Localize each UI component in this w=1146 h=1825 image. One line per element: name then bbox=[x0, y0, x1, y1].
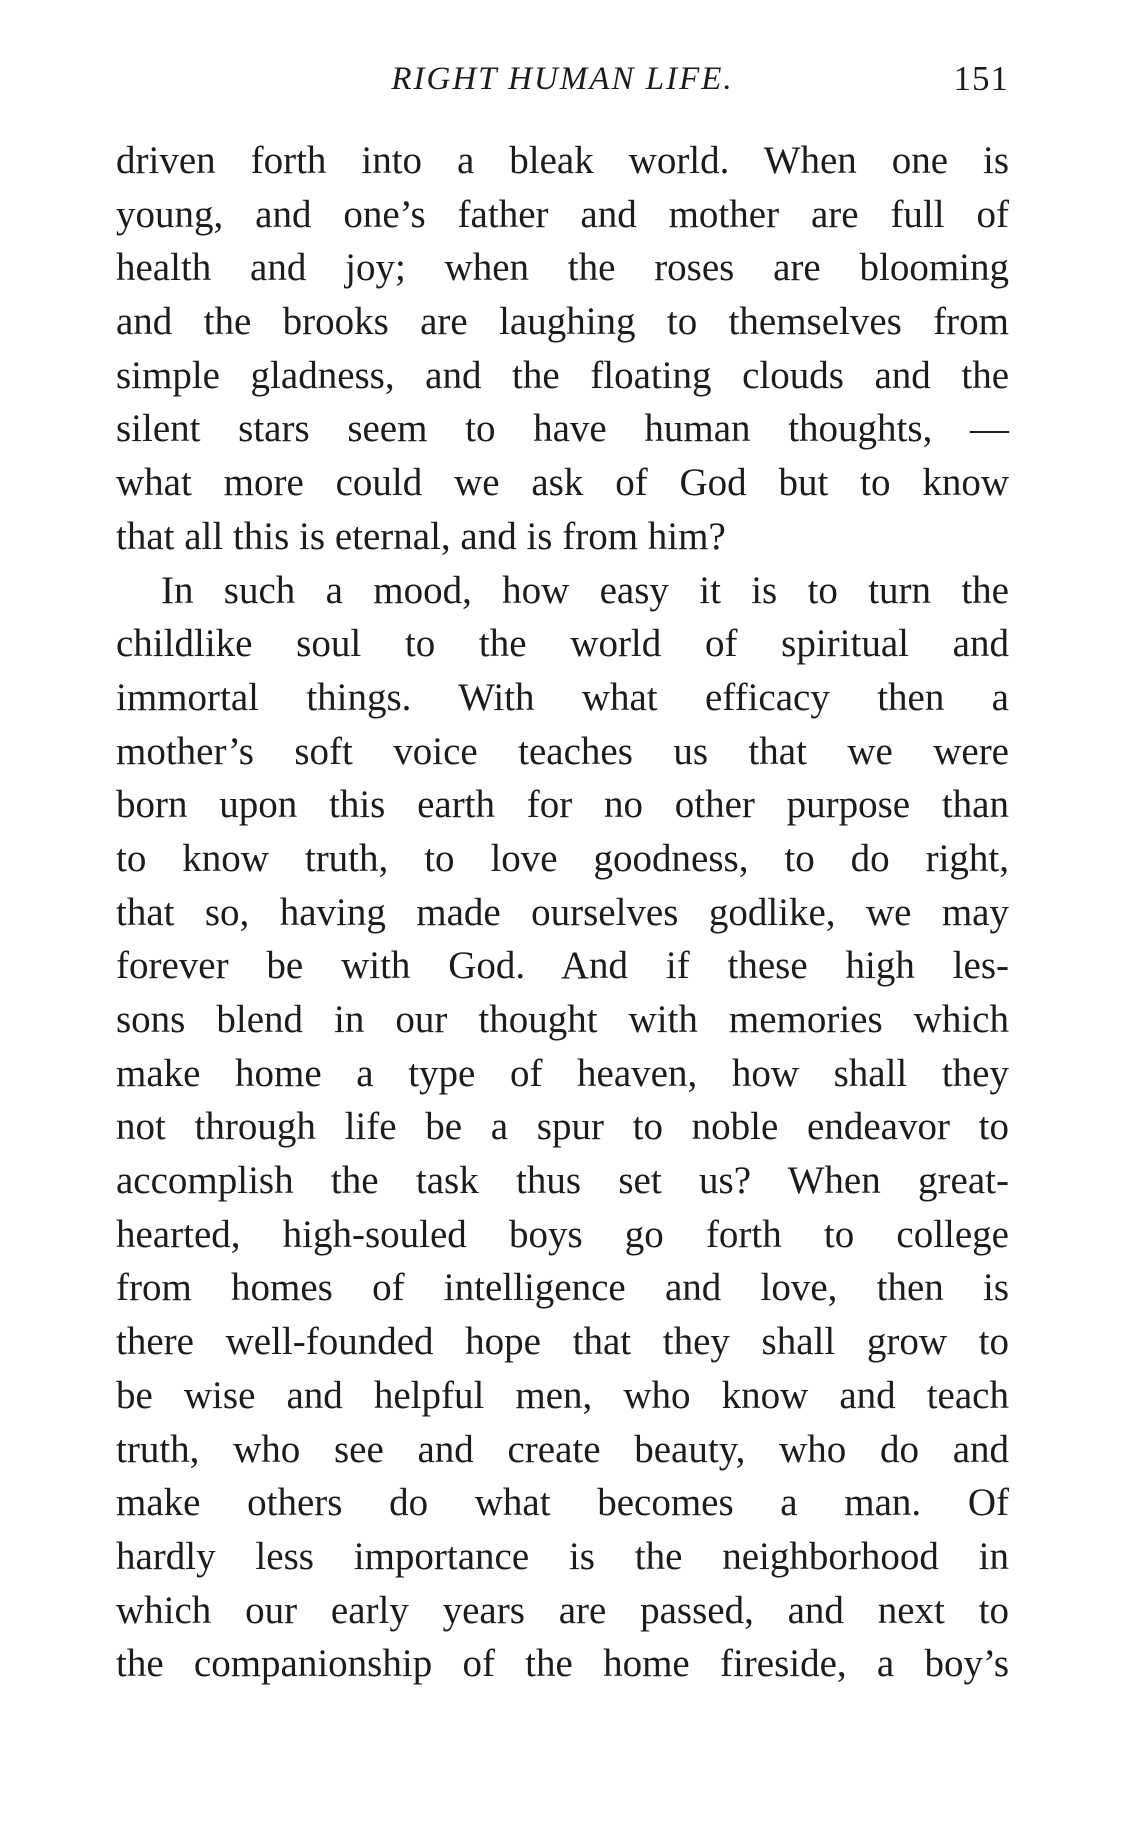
page-number: 151 bbox=[953, 59, 1009, 98]
text-line: sons blend in our thought with memories which bbox=[116, 998, 1009, 1041]
text-line: and the brooks are laughing to themselves from bbox=[116, 300, 1009, 344]
text-line: to know truth, to love goodness, to do right, bbox=[116, 836, 1009, 880]
text-line: be wise and helpful men, who know and teach bbox=[116, 1373, 1009, 1417]
text-line: young, and one’s father and mother are full of bbox=[116, 192, 1009, 236]
running-title: RIGHT HUMAN LIFE. bbox=[391, 61, 734, 97]
text-line: childlike soul to the world of spiritual and bbox=[116, 622, 1009, 666]
text-line: that so, having made ourselves godlike, we may bbox=[116, 890, 1009, 934]
text-line: forever be with God. And if these high les- bbox=[116, 944, 1009, 988]
text-line: make home a type of heaven, how shall they bbox=[116, 1051, 1009, 1095]
paragraph-start-line: In such a mood, how easy it is to turn the bbox=[161, 568, 1009, 612]
text-line: hardly less importance is the neighborhood in bbox=[116, 1534, 1009, 1578]
text-line: the companionship of the home fireside, a boy’s bbox=[116, 1642, 1009, 1686]
text-line: truth, who see and create beauty, who do and bbox=[116, 1427, 1009, 1471]
text-line: health and joy; when the roses are blooming bbox=[116, 246, 1009, 290]
text-line: immortal things. With what efficacy then a bbox=[116, 675, 1009, 719]
text-line: driven forth into a bleak world. When one is bbox=[116, 139, 1009, 182]
text-line: silent stars seem to have human thoughts, — bbox=[116, 407, 1009, 451]
text-line: what more could we ask of God but to know bbox=[116, 461, 1009, 505]
paragraph-end-line: that all this is eternal, and is from him? bbox=[116, 514, 726, 558]
text-line: mother’s soft voice teaches us that we were bbox=[116, 729, 1009, 773]
text-line: hearted, high-souled boys go forth to college bbox=[116, 1212, 1009, 1256]
text-line: not through life be a spur to noble endeavor to bbox=[116, 1105, 1009, 1149]
body-text bbox=[116, 134, 1009, 1691]
text-line: from homes of intelligence and love, then is bbox=[116, 1266, 1009, 1310]
text-line: which our early years are passed, and next to bbox=[116, 1588, 1009, 1632]
running-head bbox=[116, 54, 1009, 104]
text-line: born upon this earth for no other purpose than bbox=[116, 783, 1009, 827]
text-line: there well-founded hope that they shall grow to bbox=[116, 1320, 1009, 1364]
text-line: make others do what becomes a man. Of bbox=[116, 1481, 1009, 1525]
text-line: simple gladness, and the floating clouds and the bbox=[116, 353, 1009, 397]
text-line: accomplish the task thus set us? When great- bbox=[116, 1159, 1009, 1203]
